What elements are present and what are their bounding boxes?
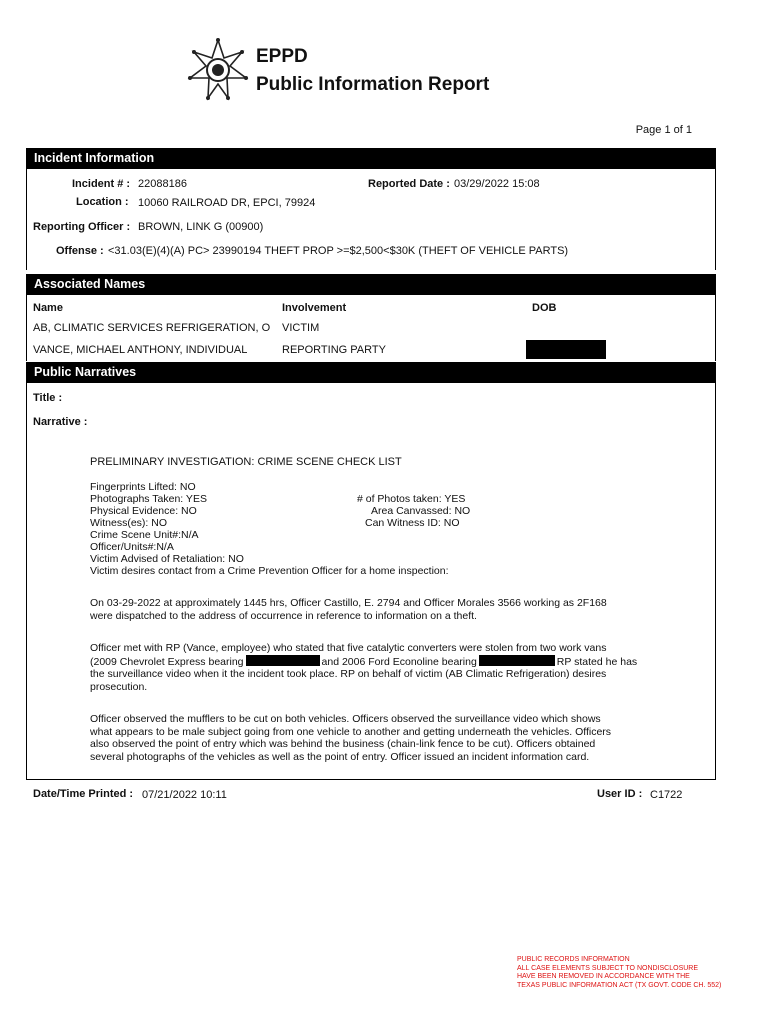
user-id-value: C1722	[650, 789, 683, 801]
notice-line: TEXAS PUBLIC INFORMATION ACT (TX GOVT. CODE CH. 552)	[517, 981, 722, 989]
paragraph-line: also observed the point of entry which was behind the business (chain-link fence to be cut). Officers obtained	[90, 738, 596, 750]
incident-number-label: Incident # :	[72, 178, 131, 190]
paragraph-line: what appears to be male subject going from one vehicle to another and getting underneath the vehicles. Officers	[90, 725, 612, 738]
location-value: 10060 RAILROAD DR, EPCI, 79924	[138, 197, 316, 209]
paragraph-fragment: and 2006 Ford Econoline bearing	[321, 655, 477, 668]
associated-section-header: Associated Names	[26, 274, 716, 295]
paragraph-line: were dispatched to the address of occurrence in reference to information on a theft.	[90, 609, 477, 622]
table-row-name: AB, CLIMATIC SERVICES REFRIGERATION, O	[33, 322, 271, 334]
notice-line: HAVE BEEN REMOVED IN ACCORDANCE WITH THE	[517, 973, 690, 980]
redaction-box-plate-2	[479, 655, 555, 666]
reporting-officer-label: Reporting Officer :	[33, 221, 131, 233]
column-header-dob: DOB	[532, 302, 557, 314]
list-item: Can Witness ID: NO	[365, 517, 460, 529]
incident-section-header: Incident Information	[26, 148, 716, 169]
narrative-label: Narrative :	[33, 416, 88, 428]
reported-date-label: Reported Date :	[368, 178, 450, 190]
notice-line: PUBLIC RECORDS INFORMATION	[517, 956, 630, 963]
list-item: Physical Evidence: NO	[90, 505, 197, 517]
checklist-right	[357, 493, 470, 529]
narrative-paragraph-1	[90, 597, 607, 622]
paragraph-line: prosecution.	[90, 680, 148, 693]
paragraph-line: On 03-29-2022 at approximately 1445 hrs, Officer Castillo, E. 2794 and Officer Morales 3566 working as 2F168	[90, 597, 607, 609]
list-item: Victim Advised of Retaliation: NO	[90, 553, 244, 565]
paragraph-line: several photographs of the vehicles as well as the point of entry. Officer issued an incident information card.	[90, 750, 590, 763]
list-item: Witness(es): NO	[90, 517, 168, 529]
public-records-notice	[517, 956, 747, 990]
list-item: Photographs Taken: YES	[90, 493, 207, 505]
paragraph-line: Officer met with RP (Vance, employee) who stated that five catalytic converters were stolen from two work vans	[90, 642, 607, 654]
narrative-title-label: Title :	[33, 392, 63, 404]
offense-label: Offense :	[56, 245, 104, 257]
paragraph-fragment: (2009 Chevrolet Express bearing	[90, 655, 244, 668]
page-indicator: Page 1 of 1	[635, 124, 692, 136]
paragraph-line	[90, 655, 637, 669]
checklist-heading: PRELIMINARY INVESTIGATION: CRIME SCENE CHECK LIST	[90, 456, 402, 468]
notice-line: ALL CASE ELEMENTS SUBJECT TO NONDISCLOSURE	[517, 964, 699, 972]
printed-label: Date/Time Printed :	[33, 788, 134, 800]
redaction-box-plate-1	[246, 655, 320, 666]
list-item: Fingerprints Lifted: NO	[90, 481, 196, 493]
report-title: Public Information Report	[256, 74, 490, 95]
list-item: Crime Scene Unit#:N/A	[90, 529, 199, 541]
narrative-paragraph-2	[90, 642, 637, 693]
paragraph-fragment: RP stated he has	[556, 655, 638, 668]
offense-value: <31.03(E)(4)(A) PC> 23990194 THEFT PROP >=$2,500<$30K (THEFT OF VEHICLE PARTS)	[108, 245, 569, 257]
user-id-label: User ID :	[597, 788, 643, 800]
agency-name: EPPD	[256, 46, 308, 67]
paragraph-line: Officer observed the mufflers to be cut on both vehicles. Officers observed the surveillance video which shows	[90, 713, 601, 725]
table-row-name: VANCE, MICHAEL ANTHONY, INDIVIDUAL	[33, 344, 248, 356]
narrative-paragraph-3	[90, 713, 611, 763]
printed-value: 07/21/2022 10:11	[142, 789, 227, 801]
redaction-box-dob	[526, 340, 606, 359]
list-item: Area Canvassed: NO	[371, 505, 471, 517]
column-header-name: Name	[33, 302, 63, 314]
sheriff-star-badge-icon	[186, 38, 250, 102]
table-row-involvement: REPORTING PARTY	[282, 344, 386, 356]
reported-date-value: 03/29/2022 15:08	[454, 178, 540, 190]
list-item: # of Photos taken: YES	[357, 493, 466, 505]
narratives-section-header: Public Narratives	[26, 362, 716, 383]
list-item: Victim desires contact from a Crime Prevention Officer for a home inspection:	[90, 565, 449, 577]
column-header-involvement: Involvement	[282, 302, 347, 314]
list-item: Officer/Units#:N/A	[90, 541, 174, 553]
incident-number-value: 22088186	[138, 178, 187, 190]
reporting-officer-value: BROWN, LINK G (00900)	[138, 221, 264, 233]
paragraph-line: the surveillance video when it the incident took place. RP on behalf of victim (AB Climatic Refrigeration) desires	[90, 668, 607, 680]
location-label: Location :	[76, 196, 129, 208]
table-row-involvement: VICTIM	[282, 322, 320, 334]
